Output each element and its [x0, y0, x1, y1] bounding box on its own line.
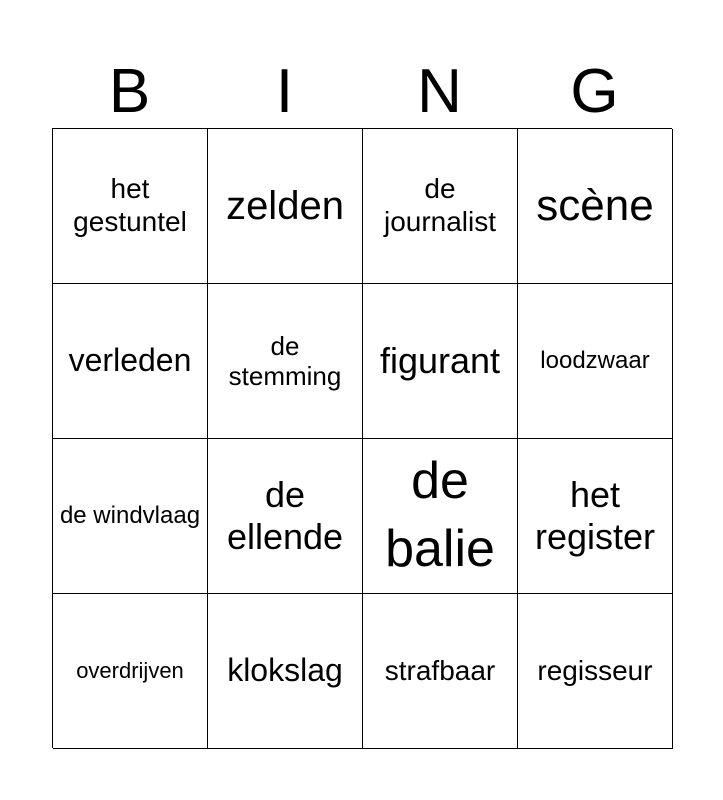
bingo-cell[interactable] — [363, 439, 518, 594]
cell-text: strafbaar — [384, 654, 496, 686]
bingo-cell[interactable] — [518, 439, 673, 594]
cell-text: klokslag — [227, 652, 343, 689]
bingo-cell[interactable] — [208, 439, 363, 594]
bingo-cell[interactable] — [53, 439, 208, 594]
header-letter-n: N — [417, 57, 462, 126]
bingo-cell[interactable] — [53, 284, 208, 439]
cell-text: loodzwaar — [540, 346, 650, 374]
bingo-cell[interactable] — [208, 594, 363, 749]
cell-text: zelden — [226, 183, 344, 228]
bingo-header — [52, 56, 672, 128]
cell-text: het register — [534, 473, 656, 557]
cell-text: de journalist — [383, 173, 497, 237]
header-letter-g: G — [570, 57, 619, 126]
bingo-cell[interactable] — [363, 284, 518, 439]
cell-text: overdrijven — [76, 658, 184, 684]
cell-text: de ellende — [226, 473, 344, 557]
bingo-cell[interactable] — [518, 284, 673, 439]
header-letter-i: I — [275, 57, 294, 126]
bingo-cell[interactable] — [363, 594, 518, 749]
cell-text: scène — [536, 181, 654, 231]
cell-text: regisseur — [537, 654, 653, 686]
header-letter-b: B — [108, 57, 151, 126]
cell-text: verleden — [68, 342, 192, 379]
bingo-cell[interactable] — [53, 129, 208, 284]
bingo-cell[interactable] — [53, 594, 208, 749]
bingo-cell[interactable] — [208, 284, 363, 439]
cell-text: de windvlaag — [59, 501, 201, 529]
bingo-grid — [52, 128, 672, 748]
cell-text: de stemming — [228, 330, 342, 391]
cell-text: het gestuntel — [73, 173, 187, 237]
bingo-cell[interactable] — [518, 129, 673, 284]
bingo-cell[interactable] — [518, 594, 673, 749]
bingo-cell[interactable] — [208, 129, 363, 284]
cell-text: de balie — [385, 452, 495, 578]
bingo-cell[interactable] — [363, 129, 518, 284]
cell-text: figurant — [379, 339, 501, 381]
